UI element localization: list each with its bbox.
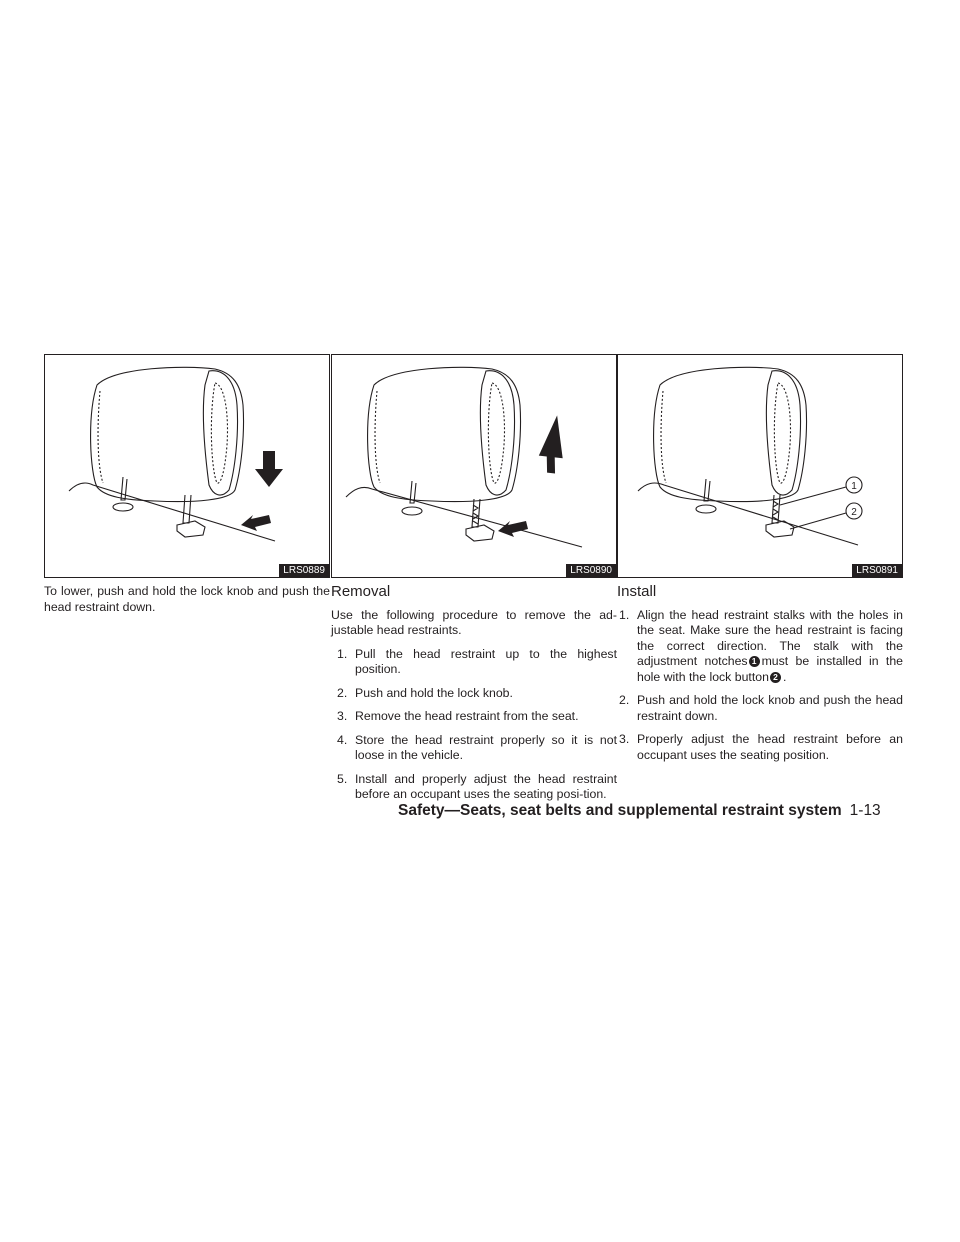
- page-number: 1-13: [849, 802, 881, 819]
- removal-steps: [331, 647, 617, 803]
- list-item: 1. Pull the head restraint up to the highest position.: [337, 646, 617, 676]
- lower-instructions: To lower, push and hold the lock knob and push the head restraint down.: [44, 584, 330, 614]
- callout-1-label: 1: [851, 481, 857, 492]
- head-restraint-lower-illustration: [45, 355, 329, 577]
- removal-heading: Removal: [331, 583, 391, 600]
- list-item: 1. Align the head restraint stalks with the holes in the seat. Make sure the head restraint is facing the correct direction. The stalk with the adjustment notches 1 must be installed in the hole with the lock button 2 .: [619, 607, 903, 684]
- install-steps: [617, 608, 903, 764]
- list-item: 4. Store the head restraint properly so it is not loose in the vehicle.: [337, 732, 617, 762]
- head-restraint-removal-illustration: [332, 355, 616, 577]
- figure-id-label: LRS0889: [279, 564, 329, 577]
- column-2: [331, 354, 617, 811]
- list-item: 3. Properly adjust the head restraint before an occupant uses the seating position.: [619, 732, 903, 762]
- column-1: [44, 354, 330, 623]
- page-footer: [398, 802, 910, 820]
- marker-2-icon: 2: [770, 672, 781, 683]
- marker-1-icon: 1: [749, 656, 760, 667]
- footer-section-title: Safety—Seats, seat belts and supplemental restraint system: [398, 802, 842, 819]
- removal-intro: Use the following procedure to remove the ad-justable head restraints.: [331, 607, 617, 637]
- list-item: 5. Install and properly adjust the head restraint before an occupant uses the seating posi-tion.: [337, 771, 617, 801]
- list-item: 2. Push and hold the lock knob and push the head restraint down.: [619, 693, 903, 723]
- install-heading: Install: [617, 583, 657, 600]
- callout-2-label: 2: [851, 507, 857, 518]
- head-restraint-install-illustration: [618, 355, 902, 577]
- figure-id-label: LRS0891: [852, 564, 902, 577]
- column-3: [617, 354, 903, 771]
- list-item: 2. Push and hold the lock knob.: [337, 685, 513, 700]
- figure-install-head-restraint: [617, 354, 903, 578]
- list-item: 3. Remove the head restraint from the seat.: [337, 709, 579, 723]
- figure-lower-head-restraint: [44, 354, 330, 578]
- figure-raise-head-restraint: [331, 354, 617, 578]
- figure-id-label: LRS0890: [566, 564, 616, 577]
